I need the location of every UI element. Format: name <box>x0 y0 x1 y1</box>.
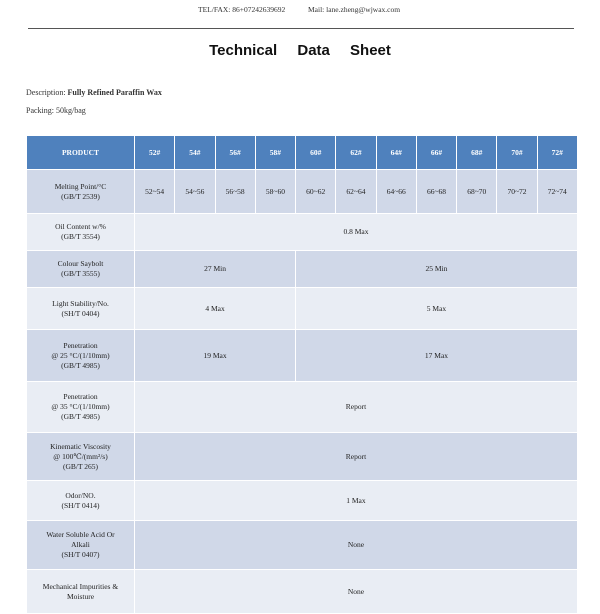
row-label <box>27 170 135 214</box>
table-header-row <box>27 136 578 170</box>
row-label-line: Melting Point/°C <box>54 181 107 191</box>
table-cell: 5 Max <box>296 288 578 330</box>
table-cell: 17 Max <box>296 330 578 382</box>
grade-header: 58# <box>255 136 295 170</box>
table-row-odor <box>27 481 578 521</box>
table-row-water-soluble <box>27 521 578 570</box>
table-cell: 56~58 <box>215 170 255 214</box>
row-label-line: (GB/T 4985) <box>61 412 100 421</box>
grade-header: 62# <box>336 136 376 170</box>
grade-header: 56# <box>215 136 255 170</box>
table-cell: 54~56 <box>175 170 215 214</box>
table-cell: 66~68 <box>416 170 456 214</box>
table-row-oil-content <box>27 214 578 251</box>
table-cell: 68~70 <box>457 170 497 214</box>
table-cell: 70~72 <box>497 170 537 214</box>
mail-address: Mail: lane.zheng@wjwax.com <box>308 5 401 14</box>
row-label-line: (GB/T 4985) <box>61 360 100 370</box>
table-cell: Report <box>135 433 578 481</box>
table-row-colour <box>27 251 578 288</box>
row-label-line: (GB/T 3555) <box>61 269 100 278</box>
table-row-melting-point <box>27 170 578 214</box>
table-cell: 0.8 Max <box>135 214 578 251</box>
description-value: Fully Refined Paraffin Wax <box>67 88 162 97</box>
table-cell: 1 Max <box>135 481 578 521</box>
grade-header: 60# <box>296 136 336 170</box>
row-label <box>27 251 135 288</box>
grade-header: 66# <box>416 136 456 170</box>
row-label-line: @ 25 °C/(1/10mm) <box>51 350 110 360</box>
table-cell: None <box>135 521 578 570</box>
table-cell: None <box>135 570 578 614</box>
row-label <box>27 330 135 382</box>
row-label-line: (SH/T 0404) <box>61 308 100 318</box>
table-cell: 52~54 <box>135 170 175 214</box>
table-row-mechanical <box>27 570 578 614</box>
table-cell: 19 Max <box>135 330 296 382</box>
row-label-line: (GB/T 2539) <box>61 191 100 201</box>
grade-header: 52# <box>135 136 175 170</box>
row-label-line: Moisture <box>66 591 95 601</box>
row-label-line: Colour Saybolt <box>57 259 104 268</box>
table-cell: 62~64 <box>336 170 376 214</box>
grade-header: 68# <box>457 136 497 170</box>
row-label-line: @ 100℃/(mm²/s) <box>53 451 108 461</box>
row-label-line: Water Soluble Acid Or <box>46 530 115 539</box>
row-label-line: Alkali <box>71 540 90 549</box>
table-cell: 64~66 <box>376 170 416 214</box>
row-label-line: (GB/T 265) <box>62 461 99 471</box>
row-label-line: (SH/T 0414) <box>61 500 100 510</box>
table-cell: 60~62 <box>296 170 336 214</box>
table-row-light-stability <box>27 288 578 330</box>
grade-header: 64# <box>376 136 416 170</box>
row-label-line: (GB/T 3554) <box>61 232 100 241</box>
packing: Packing: 50kg/bag <box>26 106 86 115</box>
header-divider <box>28 28 574 29</box>
row-label-line: (SH/T 0407) <box>61 550 100 559</box>
grade-header: 70# <box>497 136 537 170</box>
row-label <box>27 521 135 570</box>
description-label: Description: <box>26 88 66 97</box>
row-label <box>27 570 135 614</box>
table-cell: 72~74 <box>537 170 577 214</box>
table-cell: 4 Max <box>135 288 296 330</box>
row-label-line: Odor/NO. <box>65 490 96 500</box>
product-header: PRODUCT <box>27 136 135 170</box>
row-label-line: Oil Content w/% <box>55 222 106 231</box>
row-label <box>27 288 135 330</box>
row-label-line: @ 35 °C/(1/10mm) <box>51 402 110 411</box>
row-label-line: Penetration <box>63 340 98 350</box>
grade-header: 54# <box>175 136 215 170</box>
row-label-line: Light Stability/No. <box>52 298 109 308</box>
row-label <box>27 433 135 481</box>
row-label <box>27 382 135 433</box>
contact-line <box>0 5 600 17</box>
page-title: Technical Data Sheet <box>209 42 391 59</box>
tel-fax: TEL/FAX: 86+07242639692 <box>198 5 286 14</box>
row-label-line: Mechanical Impurities & <box>42 581 119 591</box>
table-row-penetration-35 <box>27 382 578 433</box>
table-cell: 27 Min <box>135 251 296 288</box>
row-label <box>27 214 135 251</box>
spec-table <box>26 135 578 614</box>
grade-header: 72# <box>537 136 577 170</box>
table-row-kinematic-viscosity <box>27 433 578 481</box>
table-row-penetration-25 <box>27 330 578 382</box>
row-label <box>27 481 135 521</box>
table-cell: 25 Min <box>296 251 578 288</box>
table-cell: 58~60 <box>255 170 295 214</box>
table-cell: Report <box>135 382 578 433</box>
row-label-line: Kinematic Viscosity <box>50 441 111 451</box>
description <box>26 88 162 97</box>
row-label-line: Penetration <box>63 392 98 401</box>
